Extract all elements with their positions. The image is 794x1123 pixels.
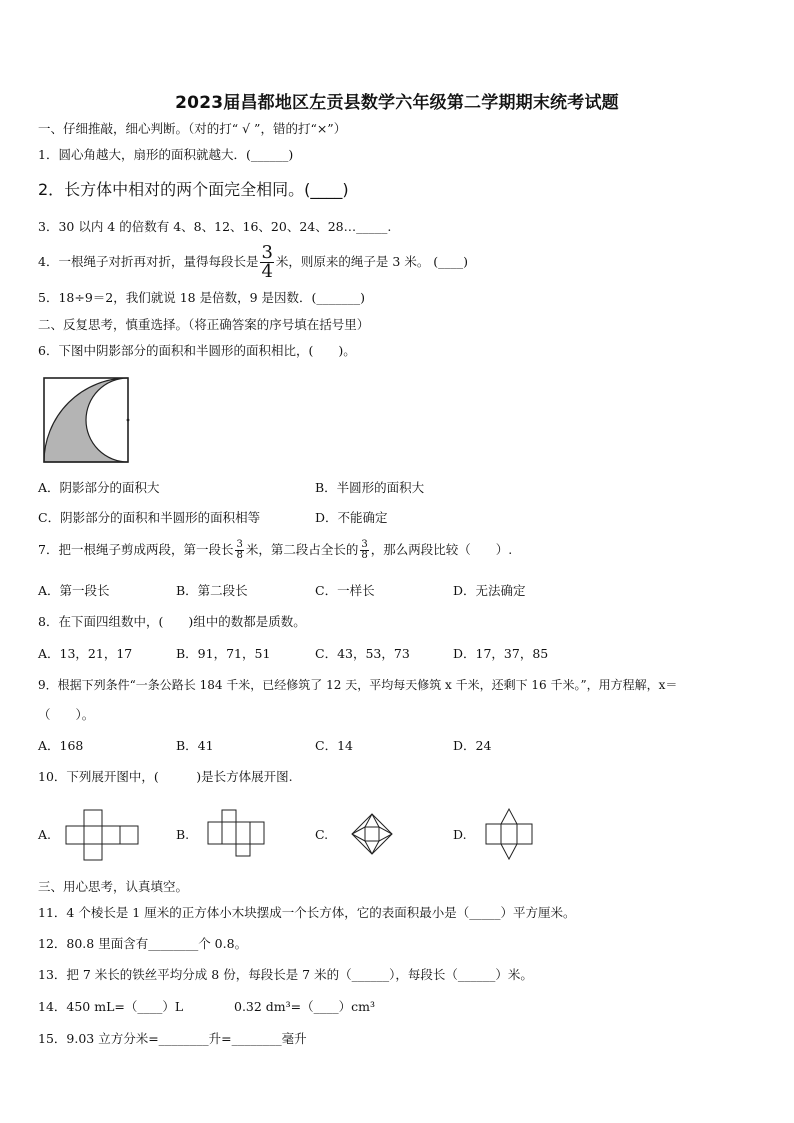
q9-option-b: B．41: [176, 738, 214, 753]
q6-figure: [40, 374, 132, 466]
net-d: [484, 806, 534, 862]
question-14-a: 14．450 mL=（____）L: [38, 999, 184, 1014]
q9-option-a: A．168: [38, 738, 84, 753]
question-4-before: 4．一根绳子对折再对折，量得每段长是: [38, 254, 259, 269]
q7-option-c: C．一样长: [315, 583, 375, 598]
page-title: 2023届昌都地区左贡县数学六年级第二学期期末统考试题: [175, 93, 619, 113]
q9-option-d: D．24: [453, 738, 492, 753]
q10-label-d: D.: [453, 827, 467, 842]
net-a: [64, 808, 140, 864]
question-11: 11．4 个棱长是 1 厘米的正方体小木块摆成一个长方体，它的表面积最小是（_____）平方厘米。: [38, 905, 576, 920]
shaded-region: [44, 378, 128, 462]
question-7-part-1: 7．把一根绳子剪成两段，第一段长: [38, 542, 234, 557]
fraction-3-8-a: $\frac{3}{8}$: [236, 539, 243, 561]
q8-option-d: D．17，37，85: [453, 646, 549, 661]
q6-option-b: B．半圆形的面积大: [315, 480, 425, 495]
net-b: [206, 808, 266, 860]
q10-label-b: B.: [176, 827, 190, 842]
q8-option-c: C．43，53，73: [315, 646, 410, 661]
q7-option-a: A．第一段长: [38, 583, 110, 598]
fraction-3-8-b: $\frac{3}{8}$: [361, 539, 368, 561]
q6-option-c: C．阴影部分的面积和半圆形的面积相等: [38, 510, 261, 525]
question-12: 12．80.8 里面含有________个 0.8。: [38, 936, 248, 951]
question-2: 2．长方体中相对的两个面完全相同。(____): [38, 180, 349, 199]
question-4: [38, 244, 468, 281]
question-15: 15．9.03 立方分米=________升=________毫升: [38, 1031, 307, 1046]
question-7-part-2: 米，第二段占全长的: [245, 542, 359, 557]
q6-option-d: D．不能确定: [315, 510, 388, 525]
question-14-b: 0.32 dm³=（____）cm³: [234, 999, 376, 1014]
q7-option-d: D．无法确定: [453, 583, 526, 598]
net-c: [348, 810, 396, 858]
q10-label-c: C.: [315, 827, 329, 842]
q7-option-b: B．第二段长: [176, 583, 248, 598]
q6-option-a: A．阴影部分的面积大: [38, 480, 160, 495]
section-3-heading: 三、用心思考，认真填空。: [38, 879, 189, 894]
question-7-part-3: ，那么两段比较（ ）.: [370, 542, 513, 557]
question-9-line-1: 9．根据下列条件“一条公路长 184 千米，已经修筑了 12 天，平均每天修筑 x 千米，还剩下 16 千米。”，用方程解，x＝: [38, 678, 678, 692]
q9-option-c: C．14: [315, 738, 353, 753]
question-1: 1．圆心角越大，扇形的面积就越大．(______): [38, 147, 294, 162]
question-5: 5．18÷9＝2，我们就说 18 是倍数，9 是因数．(_______): [38, 290, 366, 305]
question-10: 10．下列展开图中，( )是长方体展开图.: [38, 769, 293, 784]
section-1-heading: 一、仔细推敲，细心判断。（对的打“ √ ”，错的打“×”）: [38, 121, 347, 136]
question-9-line-2: （ ）。: [38, 707, 95, 722]
question-4-after: 米，则原来的绳子是 3 米。 (____): [275, 254, 469, 269]
question-3: 3．30 以内 4 的倍数有 4、8、12、16、20、24、28…_____.: [38, 219, 392, 234]
question-7: [38, 540, 512, 561]
q8-option-b: B．91，71，51: [176, 646, 271, 661]
q10-label-a: A.: [38, 827, 52, 842]
question-13: 13．把 7 米长的铁丝平均分成 8 份，每段长是 7 米的（______），每段长（______）米。: [38, 967, 533, 982]
section-2-heading: 二、反复思考，慎重选择。（将正确答案的序号填在括号里）: [38, 317, 370, 332]
question-6: 6．下图中阴影部分的面积和半圆形的面积相比，( )。: [38, 343, 356, 358]
q8-option-a: A．13，21，17: [38, 646, 133, 661]
center-dot: [127, 419, 130, 422]
fraction-3-4: $\frac{3}{4}$: [261, 242, 273, 282]
question-8: 8．在下面四组数中，( )组中的数都是质数。: [38, 614, 306, 629]
